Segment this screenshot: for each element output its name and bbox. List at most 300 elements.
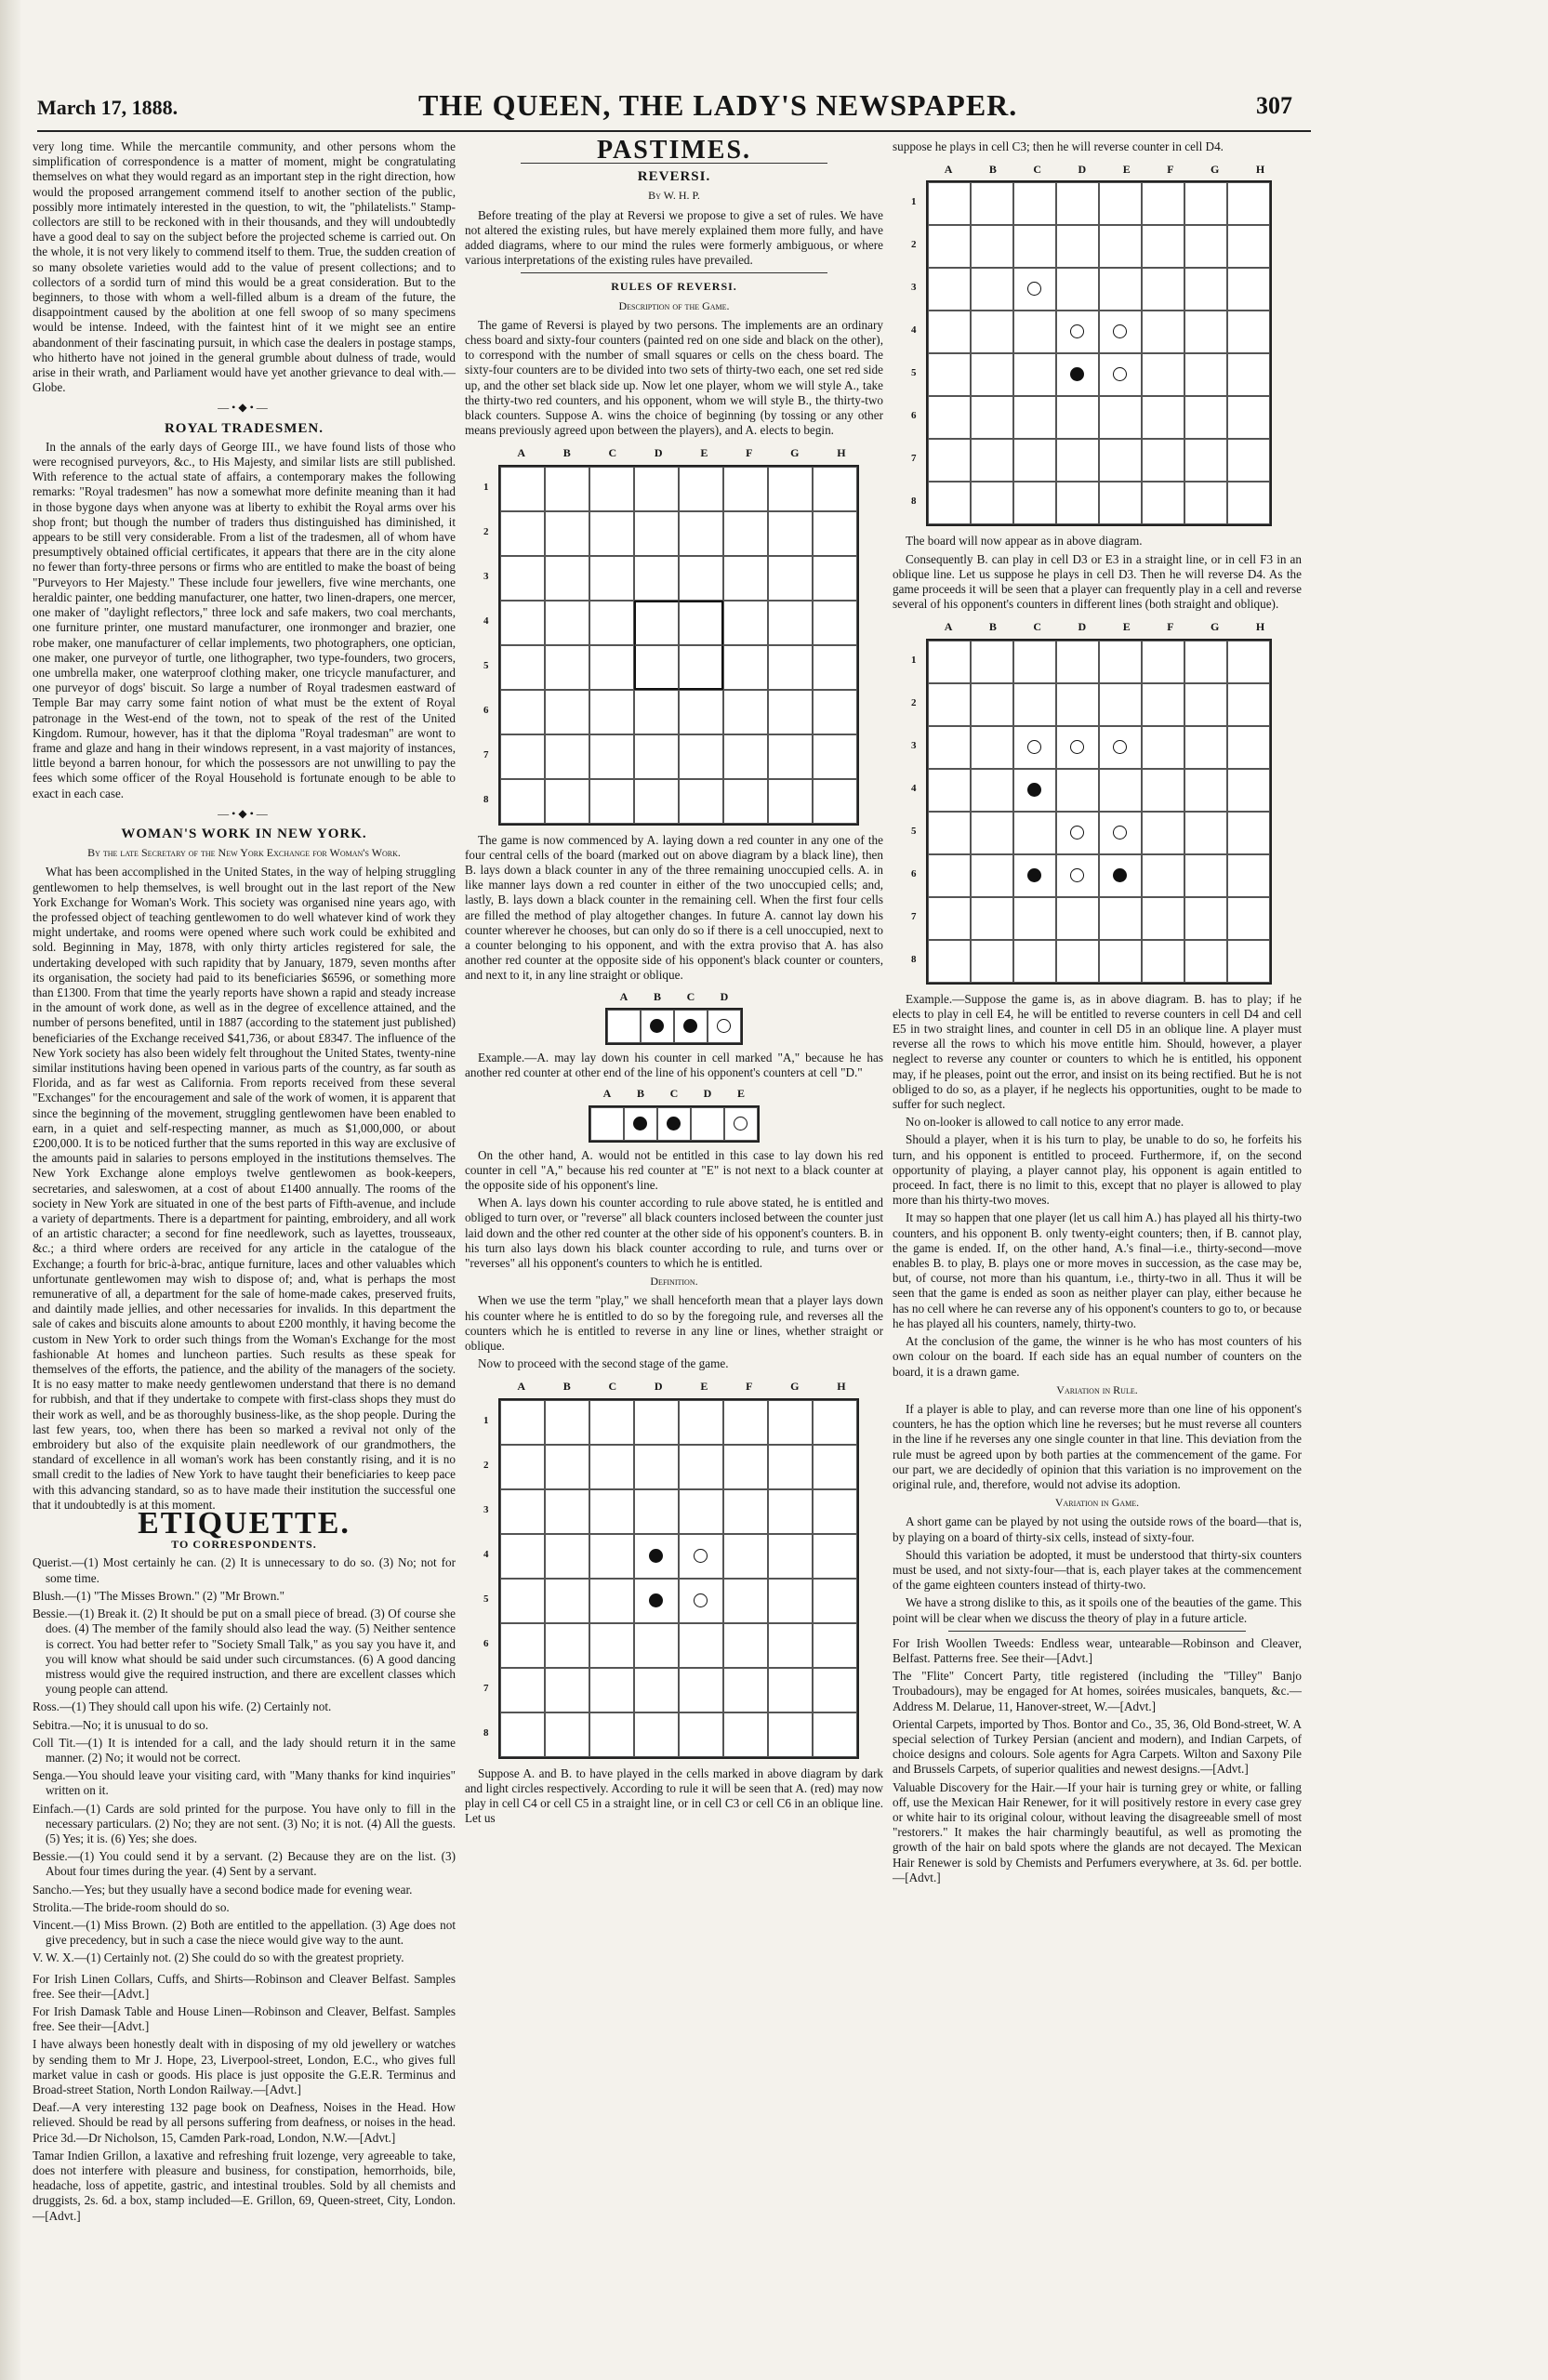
board-cell: [545, 1579, 589, 1623]
col3-paragraph-1: suppose he plays in cell C3; then he will reverse counter in cell D4.: [893, 139, 1224, 153]
row-number: 7: [483, 748, 489, 760]
board-cell: [813, 1445, 857, 1489]
board-cell: [723, 1579, 768, 1623]
board-cell: [607, 1010, 641, 1043]
board-cell: [1013, 641, 1056, 683]
board-cell: [634, 1623, 679, 1668]
column-letter: C: [608, 1380, 617, 1394]
col3-paragraph-8: At the conclusion of the game, the winner is he who has most counters of his own colour on the board. If each side has an equal number of counters on the board, it is a drawn game.: [893, 1334, 1302, 1379]
column-letter: C: [686, 989, 695, 1003]
board-cell: [813, 467, 857, 511]
variation-game-heading: Variation in Game.: [1054, 1496, 1140, 1510]
board-cell: [589, 556, 634, 601]
board-cell: [589, 1534, 634, 1579]
white-counter: [1070, 740, 1084, 754]
row-number: 7: [483, 1682, 489, 1694]
column-letter: H: [837, 446, 846, 460]
board-cell: [679, 601, 723, 645]
board-cell: [1056, 396, 1099, 439]
board-cell: [813, 1400, 857, 1445]
advertisement: I have always been honestly dealt with in disposing of my old jewellery or watches by sending them to Mr J. Hope, 23, Liverpool-street, London, E.C., who gives full market value in cash or goods. His place is just opposite the G.E.R. Terminus and Broad-street Station, North London Railway.—[Advt.]: [33, 2037, 456, 2096]
board-cell: [1142, 726, 1184, 769]
board-cell: [813, 1712, 857, 1757]
board-cell: [634, 734, 679, 779]
board-cell: [657, 1107, 691, 1141]
board-cell: [679, 1400, 723, 1445]
board-cell: [723, 1668, 768, 1712]
description-heading: Description of the Game.: [618, 298, 730, 312]
board-cell: [1184, 940, 1227, 983]
board-cell: [1184, 482, 1227, 524]
board-cell: [1013, 726, 1056, 769]
reversi-heading: REVERSI.: [637, 169, 711, 185]
mini-column-letters: [607, 989, 741, 1004]
board-cell: [634, 779, 679, 824]
board-cell: [1099, 940, 1142, 983]
board-cell: [1142, 812, 1184, 854]
board-cell: [634, 467, 679, 511]
board-cell: [971, 353, 1013, 396]
column-letter: A: [517, 1380, 526, 1394]
board-cell: [1184, 854, 1227, 897]
board-cell: [679, 690, 723, 734]
board-cell: [723, 601, 768, 645]
board-cell: [500, 1489, 545, 1534]
board-cell: [589, 1489, 634, 1534]
board-cell: [1099, 439, 1142, 482]
board-cell: [500, 556, 545, 601]
board-cell: [545, 467, 589, 511]
row-number: 8: [911, 496, 917, 508]
board-cell: [500, 1712, 545, 1757]
header-rule: [37, 130, 1311, 132]
row-number: 1: [483, 1414, 489, 1426]
board-cell: [589, 645, 634, 690]
column-letter: C: [1033, 620, 1042, 634]
board-cell: [1184, 726, 1227, 769]
board-cell: [813, 690, 857, 734]
definition-text: When we use the term "play," we shall henceforth mean that a player lays down his counter where he is entitled to do so by the foregoing rule, and reverses all the counters which he is entitled to reverse in any line or lines, whether straight or oblique.: [465, 1293, 883, 1353]
board-cell: [1227, 311, 1270, 353]
mini-row-grid: [605, 1008, 743, 1045]
board-cell: [813, 1623, 857, 1668]
black-counter: [667, 1117, 681, 1130]
board-cell: [971, 897, 1013, 940]
board-cell: [679, 1712, 723, 1757]
board-cell: [724, 1107, 758, 1141]
board-cell: [1227, 268, 1270, 311]
column-letter: H: [837, 1380, 846, 1394]
board-cell: [928, 726, 971, 769]
board-cell: [723, 467, 768, 511]
board-cell: [928, 439, 971, 482]
row-number: 8: [483, 1726, 489, 1739]
row-number: 3: [483, 570, 489, 582]
white-counter: [1070, 324, 1084, 338]
ornament: —•◆•—: [218, 401, 271, 415]
board-cell: [928, 854, 971, 897]
column-letter: G: [790, 446, 800, 460]
row-number: 8: [483, 793, 489, 805]
board-cell: [1013, 311, 1056, 353]
board-cell: [500, 1400, 545, 1445]
column-letter: H: [1255, 163, 1265, 177]
advertisement: For Irish Linen Collars, Cuffs, and Shirts—Robinson and Cleaver Belfast. Samples free. See their—[Advt.]: [33, 1971, 456, 2001]
board-cell: [545, 690, 589, 734]
board-cell: [1142, 683, 1184, 726]
board-cell: [634, 1489, 679, 1534]
col3-paragraph-4: Example.—Suppose the game is, as in above diagram. B. has to play; if he elects to play in cell E4, he will be entitled to reverse counters in cell D4 and cell E5 in two straight lines, and counter in cell D5 in an oblique line. A player must reverse all the rows to which his move entitle him. Should, however, a player neglect to reverse any counter or counters to which he is entitled, his opponent may, if he pleases, point out the error, and insist on its being rectified. But he is not obliged to do so, as a player, if he neglects his opportunities, ought to be made to suffer for such neglect.: [893, 991, 1302, 1112]
board-cell: [679, 467, 723, 511]
board-cell: [634, 1579, 679, 1623]
board-cell: [723, 556, 768, 601]
board-cell: [1056, 311, 1099, 353]
board-cell: [928, 396, 971, 439]
board-cell: [723, 734, 768, 779]
column-letter: G: [1211, 620, 1220, 634]
board-cell: [971, 482, 1013, 524]
board-cell: [971, 396, 1013, 439]
board-cell: [1099, 396, 1142, 439]
white-counter: [1113, 324, 1127, 338]
board-cell: [928, 225, 971, 268]
board-cell: [679, 1445, 723, 1489]
example-row-diagram-2: [465, 1086, 883, 1142]
board-cell: [1013, 396, 1056, 439]
board-cell: [1013, 353, 1056, 396]
row-number: 5: [911, 825, 917, 837]
board-cell: [1184, 182, 1227, 225]
column-letter: D: [703, 1087, 712, 1101]
column-letter: D: [654, 1380, 663, 1394]
board-cell: [971, 225, 1013, 268]
board-cell: [1142, 769, 1184, 812]
col3-paragraph-3: Consequently B. can play in cell D3 or E3 in a straight line, or in cell F3 in an oblique line. Let us suppose he plays in cell D3. Then he will reverse D4. As the game proceeds it will be seen that a player can frequently play in a cell and reverse several of his opponent's counters in different lines (both straight and oblique).: [893, 551, 1302, 612]
row-number: 7: [911, 910, 917, 922]
black-counter: [1070, 367, 1084, 381]
board-cell: [928, 311, 971, 353]
board-cell: [768, 1445, 813, 1489]
column-letter: A: [944, 163, 953, 177]
royal-tradesmen-text: In the annals of the early days of George III., we have found lists of those who were recognised purveyors, &c., to His Majesty, and similar lists are still published. With reference to the actual state of affairs, a contemporary makes the following remarks: "Royal tradesmen" has now a somewhat more definite meaning than it had in those bygone days when anyone was at liberty to exhibit the Royal arms over his shop front; but though the number of traders thus distinguished has diminished, it appears to be still very considerable. From a list of the tradesmen, all of whom have presumptively obtained official certificates, it appears that there are in the city alone no fewer than forty-three persons or firms who are entitled to make the boast of being "Purveyors to Her Majesty." These include four jewellers, five wine merchants, one heraldic painter, one bedding manufacturer, one hatter, two linen-drapers, one mercer, one maker of "daylight reflectors," three lock and safe makers, two coal merchants, one furniture printer, one mustard manufacturer, one ironmonger and brazier, one robe maker, one manufacturer of cellar implements, two photographers, one optician, one maker, one purveyor of turtle, one lithographer, two type-founders, two grocers, one umbrella maker, one waterproof clothing maker, one tricycle manufacturer, and one purveyor of dogs' biscuit. So large a number of Royal tradesmen eastward of Temple Bar may carry some faint notion of what must be the extent of Royal patronage in the West-end of the town, not to speak of the rest of the United Kingdom. Rumour, however, has it that the diploma "Royal tradesman" are wont to frame and glaze and hang in their windows represent, in a vast majority of instances, little beyond a barren honour, for which the possessors are not unwilling to pay the fees which some officer of the Royal Household is fortunate enough to be able to exact in each case.: [33, 439, 456, 800]
board-cell: [589, 1712, 634, 1757]
reversi-intro: Before treating of the play at Reversi we propose to give a set of rules. We have not altered the existing rules, but have merely explained them more fully, and have added diagrams, where to our mind the rules were formerly ambiguous, or where various interpretations of the existing rules have prevailed.: [465, 207, 883, 268]
board-cell: [1099, 641, 1142, 683]
board-cell: [1013, 854, 1056, 897]
black-counter: [1113, 868, 1127, 882]
board-cell: [500, 1579, 545, 1623]
board-cell: [679, 1623, 723, 1668]
board-cell: [1056, 353, 1099, 396]
board-cell: [813, 645, 857, 690]
board-cell: [1056, 726, 1099, 769]
correspondent-answer: Ross.—(1) They should call upon his wife. (2) Certainly not.: [33, 1699, 332, 1714]
column-letter: D: [654, 446, 663, 460]
example-1-text: Example.—A. may lay down his counter in cell marked "A," because he has another red counter at other end of the line of his opponent's counters at cell "D.": [465, 1050, 883, 1080]
board-cell: [1099, 726, 1142, 769]
board-cell: [1184, 769, 1227, 812]
board-cell: [589, 1445, 634, 1489]
reversi-board-after-c3: [911, 162, 1283, 526]
board-cell: [500, 690, 545, 734]
board-cell: [723, 690, 768, 734]
board-cell: [679, 1489, 723, 1534]
col3-paragraph-6: Should a player, when it is his turn to play, be unable to do so, he forfeits his turn, and his opponent is entitled to proceed. Furthermore, if, on the second opportunity of playing, a player cannot play, his opponent is again entitled to proceed. In fact, there is no limit to this, except that no player is allowed to play more than his thirty-two moves.: [893, 1132, 1302, 1208]
etiquette-heading: ETIQUETTE.: [138, 1506, 351, 1541]
board-cell: [1227, 897, 1270, 940]
column-letter: G: [1211, 163, 1220, 177]
column-right: [893, 139, 1302, 1888]
board-cell: [1013, 683, 1056, 726]
board-cell: [545, 1623, 589, 1668]
advertisement: For Irish Woollen Tweeds: Endless wear, untearable—Robinson and Cleaver, Belfast. Patterns free. See their—[Advt.]: [893, 1635, 1302, 1665]
board-cell: [500, 601, 545, 645]
rules-paragraph-2: The game is now commenced by A. laying down a red counter in any one of the four central cells of the board (marked out on above diagram by a black line), then B. lays down a black counter in any of the three remaining unoccupied cells. A. in like manner lays down a red counter in either of the two unoccupied cells; and, lastly, B. lays down a black counter in the remaining cell. When the first four cells are filled the method of play altogether changes. In future A. cannot lay down his counter wherever he chooses, but can only do so if there is a cell unoccupied, next to a counter belonging to his opponent, and with the extra proviso that A. has also another red counter at the opposite side of his opponent's black counter or counters, and next to it, in any line straight or oblique.: [465, 832, 883, 983]
correspondent-answer: Bessie.—(1) Break it. (2) It should be put on a small piece of bread. (3) Of course she does. (4) The member of the family should also lead the way. (5) Neither sentence is correct. You had better refer to "Society Small Talk," as you say you have it, and you will know what should be said under such circumstances. (6) A good dancing mistress would give the required instruction, and there are excellent classes which young people can attend.: [33, 1606, 456, 1697]
column-letter: E: [736, 1087, 745, 1101]
board-cell: [723, 1489, 768, 1534]
board-cell: [545, 779, 589, 824]
row-number: 3: [483, 1503, 489, 1515]
board-cell: [1013, 182, 1056, 225]
board-cell: [545, 1534, 589, 1579]
board-cell: [1142, 940, 1184, 983]
board-cell: [1013, 897, 1056, 940]
row-number: 5: [483, 1593, 489, 1605]
board-cell: [1227, 482, 1270, 524]
correspondent-answer: Bessie.—(1) You could send it by a servant. (2) Because they are on the list. (3) About four times during the year. (4) Sent by a servant.: [33, 1849, 456, 1879]
board-cell: [1142, 897, 1184, 940]
column-left: [33, 139, 456, 2227]
row-number: 2: [483, 525, 489, 537]
board-cell: [1099, 854, 1142, 897]
board-cell: [1184, 641, 1227, 683]
board-cell: [1056, 182, 1099, 225]
board-cell: [589, 601, 634, 645]
board-cell: [589, 779, 634, 824]
board-cell: [1184, 225, 1227, 268]
board-cell: [1056, 268, 1099, 311]
column-letter: B: [653, 989, 661, 1003]
board-cell: [1142, 182, 1184, 225]
board-cell: [813, 556, 857, 601]
board-cell: [1142, 641, 1184, 683]
white-counter: [1027, 740, 1041, 754]
board-cell: [1056, 812, 1099, 854]
board-cell: [1184, 311, 1227, 353]
board-cell: [723, 1534, 768, 1579]
column-letter: F: [1167, 163, 1174, 177]
board-cell: [1056, 769, 1099, 812]
board-cell: [679, 1579, 723, 1623]
board-cell: [1227, 726, 1270, 769]
row-number: 4: [911, 324, 917, 337]
board-cell: [708, 1010, 741, 1043]
column-letter: A: [619, 989, 628, 1003]
white-counter: [1027, 282, 1041, 296]
board-cell: [1099, 482, 1142, 524]
board-grid: [926, 639, 1272, 985]
board-cell: [1227, 683, 1270, 726]
black-counter: [650, 1019, 664, 1033]
board-cell: [928, 812, 971, 854]
white-counter: [694, 1549, 708, 1563]
board-cell: [500, 511, 545, 556]
board-cell: [1184, 439, 1227, 482]
board-cell: [1142, 268, 1184, 311]
board-cell: [1142, 225, 1184, 268]
row-number: 4: [483, 1548, 489, 1560]
row-number: 7: [911, 453, 917, 465]
board-cell: [1184, 683, 1227, 726]
row-number: 1: [483, 481, 489, 493]
board-cell: [1227, 396, 1270, 439]
correspondent-answer: Querist.—(1) Most certainly he can. (2) It is unnecessary to do so. (3) No; not for some time.: [33, 1555, 456, 1585]
board-grid: [498, 465, 859, 826]
column-letter: B: [636, 1087, 644, 1101]
board-cell: [634, 1400, 679, 1445]
col3-paragraph-12: We have a strong dislike to this, as it spoils one of the beauties of the game. This point will be clear when we discuss the theory of play in a future article.: [893, 1595, 1302, 1625]
board-cell: [768, 1400, 813, 1445]
board-cell: [1013, 940, 1056, 983]
board-cell: [589, 467, 634, 511]
board-cell: [971, 268, 1013, 311]
rules-paragraph-4: When A. lays down his counter according to rule above stated, he is entitled and obliged to turn over, or "reverse" all black counters inclosed between the counter just laid down and the other red counter at the other side of his opponent's counters. B. in his turn also lays down his black counter according to rule, and turns over or "reverses" all his opponent's counters to which he is entitled.: [465, 1196, 883, 1270]
column-letter: E: [700, 446, 708, 460]
board-cell: [1184, 268, 1227, 311]
board-cell: [1013, 769, 1056, 812]
board-cell: [1056, 482, 1099, 524]
row-number: 4: [911, 782, 917, 794]
board-cell: [500, 1668, 545, 1712]
board-cell: [1142, 311, 1184, 353]
column-letter: H: [1255, 620, 1265, 634]
board-cell: [768, 1489, 813, 1534]
board-cell: [928, 353, 971, 396]
stamp-article-text: very long time. While the mercantile community, and other persons whom the simplification of correspondence is a matter of moment, might be congratulating themselves on what they would regard as an important step in the right direction, how would the proposed arrangement commend itself to another section of the public, possibly more intimately interested in the question, to wit, the "philatelists." Stamp-collectors are still to be reckoned with in their thousands, and they will undoubtedly have a good deal to say on the subject before the projected scheme is carried out. On the whole, it is not very likely to commend itself to them. True, the sudden creation of so many obsolete varieties would add to the value of present collections; and to collectors of a sordid turn of mind this would be a great consideration. But to the beginners, to those with whom a well-filled album is a dream of the future, the disappointment caused by the abolition at one fell swoop of so many specimens would be intense. Indeed, with the faintest hint of it we might see an entire abandonment of their fascinating pursuit, in which case the dealers in postage stamps, who hitherto have not joined in the general grumble about dulness of trade, would arise in their wrath, and Parliament would have yet another grievance to deal with.—Globe.: [33, 139, 456, 395]
board-cell: [641, 1010, 674, 1043]
column-letter: E: [1122, 620, 1131, 634]
column-letter: D: [1078, 620, 1087, 634]
board-cell: [1056, 439, 1099, 482]
board-cell: [589, 1623, 634, 1668]
row-number: 6: [483, 1637, 489, 1649]
correspondent-answer: Senga.—You should leave your visiting card, with "Many thanks for kind inquiries" written on it.: [33, 1768, 456, 1798]
row-number: 6: [911, 867, 917, 879]
column-letter: G: [790, 1380, 800, 1394]
board-cell: [971, 854, 1013, 897]
advertisement: The "Flite" Concert Party, title registered (including the "Tilley" Banjo Troubadours), may be engaged for At homes, soirées musicales, banquets, &c.—Address M. Delarue, 11, Hanover-street, W.—[Advt.]: [893, 1669, 1302, 1713]
board-cell: [500, 1534, 545, 1579]
black-counter: [649, 1593, 663, 1607]
correspondents-list: [33, 1555, 456, 1965]
board-cell: [813, 511, 857, 556]
reversi-board-empty: [483, 445, 865, 825]
board-cell: [1184, 897, 1227, 940]
board-cell: [928, 683, 971, 726]
board-cell: [1013, 812, 1056, 854]
row-number: 5: [911, 367, 917, 379]
column-letter: B: [988, 163, 997, 177]
example-row-diagram-1: [465, 989, 883, 1045]
board-cell: [1142, 439, 1184, 482]
col3-paragraph-7: It may so happen that one player (let us call him A.) has played all his thirty-two counters, and his opponent B. only twenty-eight counters; then, if B. cannot play, the game is ended. If, on the other hand, A.'s final—i.e., thirty-second—move enables B. to play, B. plays one or more moves in succession, as the case may be, but, of course, not more than his quantum, i.e., thirty-two in all. Thus it will be seen that the game is ended as soon as neither player can play, either because he has no cell where he can reverse any of his opponent's counters to go to, or because he has played all his counters, namely, thirty-two.: [893, 1210, 1302, 1330]
column-letter: E: [700, 1380, 708, 1394]
board-cell: [500, 779, 545, 824]
column-letter: B: [988, 620, 997, 634]
board-cell: [768, 601, 813, 645]
board-cell: [928, 268, 971, 311]
board-cell: [1227, 812, 1270, 854]
column-letter: B: [562, 446, 571, 460]
board-cell: [545, 1489, 589, 1534]
column-letter: C: [1033, 163, 1042, 177]
board-grid: [926, 180, 1272, 526]
row-number: 3: [911, 739, 917, 751]
definition-heading: Definition.: [650, 1275, 698, 1289]
board-cell: [545, 1400, 589, 1445]
black-counter: [633, 1117, 647, 1130]
col3-paragraph-9: If a player is able to play, and can reverse more than one line of his opponent's counters, he has the option which line he reverses; but he must reverse all counters in the line if he reverses any one single counter in that line. This deviation from the rule must be agreed upon by both parties at the commencement of the game. For our part, we are decidedly of opinion that this variation is no improvement on the original rule, and, therefore, would not advise its adoption.: [893, 1401, 1302, 1491]
row-number: 8: [911, 953, 917, 965]
correspondent-answer: Blush.—(1) "The Misses Brown." (2) "Mr Brown.": [33, 1588, 284, 1603]
advertisement: Valuable Discovery for the Hair.—If your hair is turning grey or white, or falling off, use the Mexican Hair Renewer, for it will positively restore in every case grey or white hair to its original colour, without leaving the disagreeable smell of most "restorers." It makes the hair charmingly beautiful, as well as promoting the growth of the hair on bald spots where the glands are not decayed. The Mexican Hair Renewer is sold by Chemists and Perfumers everywhere, at 3s. 6d. per bottle.—[Advt.]: [893, 1779, 1302, 1884]
rules-paragraph-3: On the other hand, A. would not be entitled in this case to lay down his red counter in cell "A," because his red counter at "E" is not next to a black counter at the opposite side of his opponent's line.: [465, 1147, 883, 1192]
advertisement: Oriental Carpets, imported by Thos. Bontor and Co., 35, 36, Old Bond-street, W. A special selection of Turkey Persian (ancient and modern), and Indian Carpets, of choice designs and colours. Sole agents for Agra Carpets. Wilton and Saxony Pile and Brussels Carpets, of superior qualities and newest designs.—[Advt.]: [893, 1716, 1302, 1777]
board-cell: [928, 897, 971, 940]
board-cell: [971, 182, 1013, 225]
row-number: 2: [911, 239, 917, 251]
board-cell: [1227, 182, 1270, 225]
column-letter: D: [1078, 163, 1087, 177]
board-cell: [768, 1623, 813, 1668]
board-cell: [1227, 353, 1270, 396]
column-letter: C: [608, 446, 617, 460]
board-cell: [545, 734, 589, 779]
advertisement: For Irish Damask Table and House Linen—Robinson and Cleaver, Belfast. Samples free. See their—[Advt.]: [33, 2003, 456, 2034]
row-number: 1: [911, 654, 917, 666]
board-cell: [500, 1445, 545, 1489]
board-grid: [498, 1398, 859, 1759]
board-cell: [971, 812, 1013, 854]
advertisement: Tamar Indien Grillon, a laxative and refreshing fruit lozenge, very agreeable to take, does not interfere with pleasure and business, for constipation, hemorrhoids, bile, headache, loss of appetite, gastric, and intestinal troubles. Sold by all chemists and druggists, 2s. 6d. a box, stamp included—E. Grillon, 69, Queen-street, City, London.—[Advt.]: [33, 2148, 456, 2223]
column-letter: A: [517, 446, 526, 460]
section-rule: [948, 1631, 1246, 1632]
advertisement: Deaf.—A very interesting 132 page book on Deafness, Noises in the Head. How relieved. Should be read by all persons suffering from deafness, or noises in the head. Price 3d.—Dr Nicholson, 15, Camden Park-road, London, N.W.—[Advt.]: [33, 2100, 456, 2145]
board-cell: [723, 1712, 768, 1757]
board-column-letters: [911, 619, 1283, 634]
board-cell: [768, 734, 813, 779]
board-cell: [545, 511, 589, 556]
board-cell: [971, 726, 1013, 769]
board-cell: [813, 1579, 857, 1623]
board-cell: [1013, 225, 1056, 268]
mini-row-grid: [589, 1105, 760, 1143]
white-counter: [694, 1593, 708, 1607]
board-cell: [679, 511, 723, 556]
column-letter: A: [944, 620, 953, 634]
board-cell: [1227, 854, 1270, 897]
board-cell: [545, 556, 589, 601]
board-cell: [634, 1534, 679, 1579]
section-rule: [521, 272, 827, 273]
board-cell: [634, 690, 679, 734]
board-cell: [723, 511, 768, 556]
second-stage-text: Now to proceed with the second stage of the game.: [478, 1356, 729, 1371]
column-letter: E: [1122, 163, 1131, 177]
column-letter: B: [562, 1380, 571, 1394]
board-cell: [1099, 268, 1142, 311]
